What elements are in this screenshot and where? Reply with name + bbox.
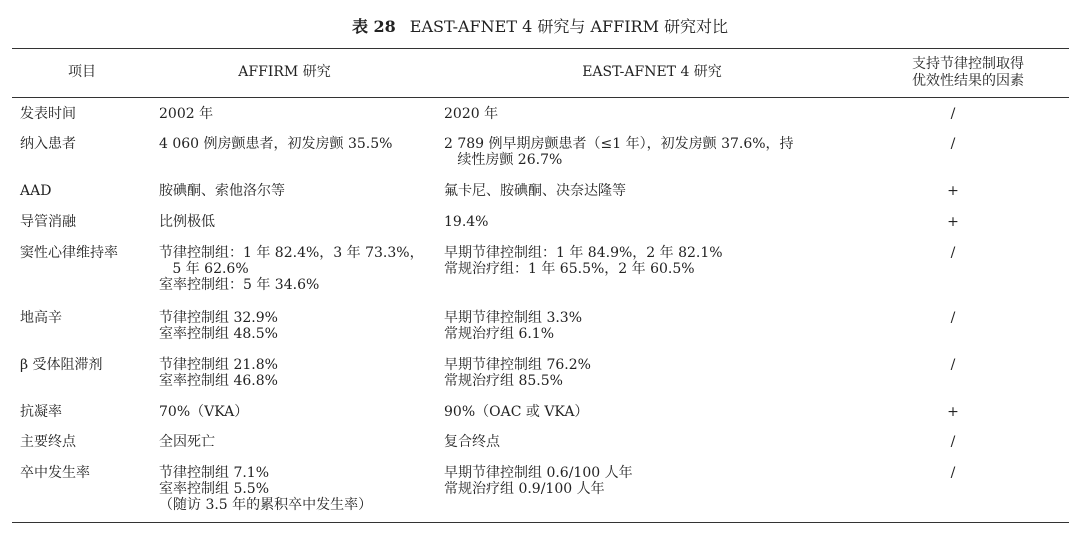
header-favoring-factors: 支持节律控制取得 优效性结果的因素 [912,55,1024,89]
factor-mark: / [950,106,956,122]
row-label: 主要终点 [20,434,76,450]
row-label: 窦性心律维持率 [20,245,118,261]
row-label: AAD [20,183,52,199]
row-label: β 受体阻滞剂 [20,357,103,373]
row-label: 纳入患者 [20,136,76,152]
affirm-value: 胺碘酮、索他洛尔等 [159,183,285,199]
table-header-rule [12,97,1069,98]
factor-mark: / [950,136,956,152]
table-title: EAST-AFNET 4 研究与 AFFIRM 研究对比 [409,17,729,36]
row-label: 卒中发生率 [20,465,90,481]
factor-mark: / [950,357,956,373]
row-label: 导管消融 [20,214,76,230]
factor-mark: / [950,310,956,326]
table-bottom-rule [12,522,1069,523]
east-afnet-value: 早期节律控制组：1 年 84.9%，2 年 82.1% 常规治疗组：1 年 65.5%，2 年 60.5% [444,245,723,277]
factor-mark: + [947,183,959,199]
east-afnet-value: 早期节律控制组 0.6/100 人年 常规治疗组 0.9/100 人年 [444,465,633,497]
header-item: 项目 [68,64,96,80]
affirm-value: 70%（VKA） [159,404,249,420]
affirm-value: 2002 年 [159,106,214,122]
table-caption [0,16,1080,38]
row-label: 发表时间 [20,106,76,122]
affirm-value: 全因死亡 [159,434,215,450]
factor-mark: / [950,465,956,481]
east-afnet-value: 90%（OAC 或 VKA） [444,404,589,420]
factor-mark: + [947,404,959,420]
affirm-value: 节律控制组 7.1% 室率控制组 5.5% （随访 3.5 年的累积卒中发生率） [159,465,373,513]
affirm-value: 节律控制组 32.9% 室率控制组 48.5% [159,310,278,342]
east-afnet-value: 复合终点 [444,434,500,450]
factor-mark: / [950,434,956,450]
east-afnet-value: 2 789 例早期房颤患者（≤1 年），初发房颤 37.6%，持 续性房颤 26.7% [444,136,794,168]
east-afnet-value: 氟卡尼、胺碘酮、决奈达隆等 [444,183,626,199]
east-afnet-value: 2020 年 [444,106,499,122]
row-label: 抗凝率 [20,404,62,420]
factor-mark: + [947,214,959,230]
east-afnet-value: 早期节律控制组 3.3% 常规治疗组 6.1% [444,310,583,342]
east-afnet-value: 19.4% [444,214,489,230]
table-number: 表 28 [351,17,396,36]
east-afnet-value: 早期节律控制组 76.2% 常规治疗组 85.5% [444,357,591,389]
affirm-value: 节律控制组：1 年 82.4%，3 年 73.3%， 5 年 62.6% 室率控制组：5 年 34.6% [159,245,424,293]
affirm-value: 4 060 例房颤患者，初发房颤 35.5% [159,136,393,152]
affirm-value: 比例极低 [159,214,215,230]
header-affirm: AFFIRM 研究 [238,64,331,80]
row-label: 地高辛 [20,310,62,326]
header-east-afnet: EAST-AFNET 4 研究 [582,64,722,80]
affirm-value: 节律控制组 21.8% 室率控制组 46.8% [159,357,278,389]
table-header [12,48,1069,97]
factor-mark: / [950,245,956,261]
